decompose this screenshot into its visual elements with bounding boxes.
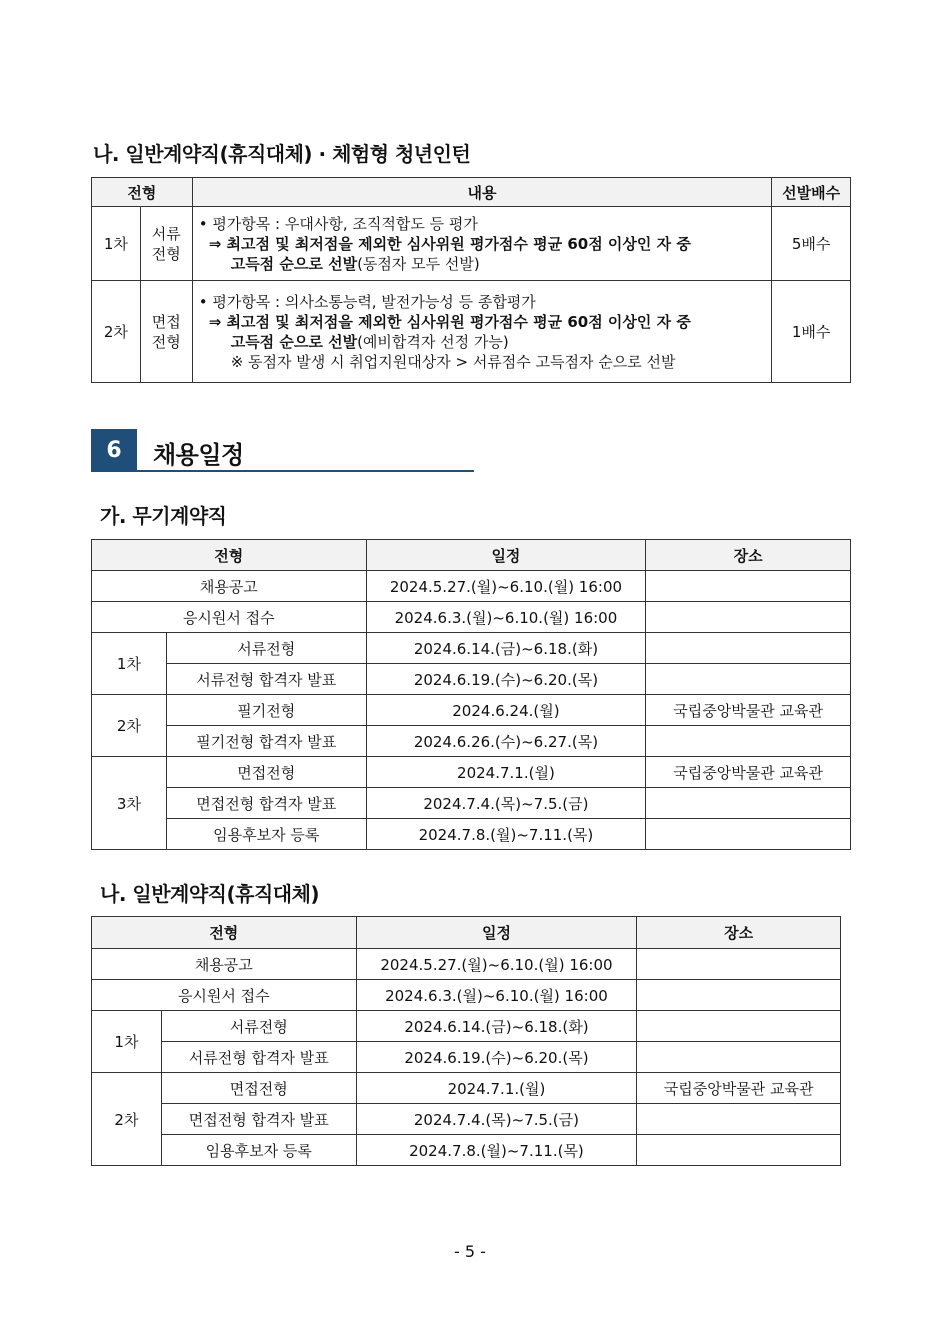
table-row: [92, 788, 851, 819]
selection-criteria-table: [91, 177, 851, 383]
date-cell: 2024.6.24.(월): [366, 695, 646, 726]
section-title: 채용일정: [153, 441, 244, 469]
permanent-schedule-table: [91, 539, 851, 850]
header-type: 전형: [92, 178, 193, 207]
type-cell: 서류전형: [166, 633, 366, 664]
date-cell: 2024.7.4.(목)~7.5.(금): [366, 788, 646, 819]
page-number: - 5 -: [454, 1242, 486, 1261]
bullet-text: • 평가항목 : 우대사항, 조직적합도 등 평가: [198, 214, 478, 233]
section-underline: [91, 470, 474, 472]
type-cell: 채용공고: [92, 571, 367, 602]
stage-cell: 1차: [92, 207, 141, 281]
header-date: 일정: [366, 540, 646, 571]
place-cell: [637, 1104, 841, 1135]
date-cell: 2024.6.14.(금)~6.18.(화): [366, 633, 646, 664]
date-cell: 2024.5.27.(월)~6.10.(월) 16:00: [356, 949, 637, 980]
temporary-schedule-table: [91, 916, 841, 1166]
place-cell: 국립중앙박물관 교육관: [646, 757, 851, 788]
bullet-text: • 평가항목 : 의사소통능력, 발전가능성 등 종합평가: [198, 292, 536, 311]
type-cell: 응시원서 접수: [92, 980, 357, 1011]
date-cell: 2024.7.8.(월)~7.11.(목): [366, 819, 646, 850]
arrow-text-bold: 고득점 순으로 선발: [230, 332, 358, 351]
type-cell: 필기전형 합격자 발표: [166, 726, 366, 757]
type-line: 서류: [151, 224, 181, 243]
date-cell: 2024.5.27.(월)~6.10.(월) 16:00: [366, 571, 646, 602]
table-row: [92, 1104, 841, 1135]
table-row: [92, 757, 851, 788]
type-cell: 필기전형: [166, 695, 366, 726]
date-cell: 2024.6.3.(월)~6.10.(월) 16:00: [356, 980, 637, 1011]
type-cell: 서류전형: [161, 1011, 356, 1042]
type-cell: 서류전형 합격자 발표: [161, 1042, 356, 1073]
type-cell: 면접전형: [161, 1073, 356, 1104]
header-place: 장소: [646, 540, 851, 571]
place-cell: [637, 1135, 841, 1166]
section-na-top-heading: 나. 일반계약직(휴직대체) · 체험형 청년인턴: [93, 142, 471, 166]
type-cell: 임용후보자 등록: [166, 819, 366, 850]
arrow-text-rest: (예비합격자 선정 가능): [357, 332, 509, 351]
arrow-text-rest: (동점자 모두 선발): [357, 254, 480, 273]
place-cell: [637, 980, 841, 1011]
stage-cell: 2차: [92, 1073, 162, 1166]
content-cell: [192, 281, 772, 383]
place-cell: [637, 949, 841, 980]
place-cell: [646, 664, 851, 695]
arrow-text-bold: 고득점 순으로 선발: [230, 254, 358, 273]
table-row: [92, 281, 851, 383]
section-6-banner: [91, 429, 474, 472]
date-cell: 2024.7.1.(월): [366, 757, 646, 788]
place-cell: [646, 788, 851, 819]
stage-cell: 2차: [92, 281, 141, 383]
note-text: ※ 동점자 발생 시 취업지원대상자 > 서류점수 고득점자 순으로 선발: [230, 352, 676, 371]
date-cell: 2024.6.14.(금)~6.18.(화): [356, 1011, 637, 1042]
place-cell: [646, 633, 851, 664]
place-cell: [646, 571, 851, 602]
date-cell: 2024.6.19.(수)~6.20.(목): [366, 664, 646, 695]
type-cell: [140, 207, 192, 281]
place-cell: 국립중앙박물관 교육관: [637, 1073, 841, 1104]
header-type: 전형: [92, 540, 367, 571]
table-row: [92, 207, 851, 281]
place-cell: [646, 726, 851, 757]
table-row: [92, 602, 851, 633]
type-line: 전형: [151, 332, 181, 351]
header-place: 장소: [637, 917, 841, 949]
date-cell: 2024.7.8.(월)~7.11.(목): [356, 1135, 637, 1166]
place-cell: [637, 1011, 841, 1042]
arrow-text: ⇒ 최고점 및 최저점을 제외한 심사위원 평가점수 평균 60점 이상인 자 중: [208, 312, 691, 331]
place-cell: [637, 1042, 841, 1073]
table-row: [92, 949, 841, 980]
place-cell: [646, 602, 851, 633]
type-cell: 서류전형 합격자 발표: [166, 664, 366, 695]
type-cell: 응시원서 접수: [92, 602, 367, 633]
section-na-bottom-heading: 나. 일반계약직(휴직대체): [100, 882, 320, 906]
table-row: [92, 1135, 841, 1166]
date-cell: 2024.6.19.(수)~6.20.(목): [356, 1042, 637, 1073]
section-number: 6: [91, 429, 137, 472]
type-line: 면접: [151, 312, 181, 331]
table-row: [92, 1011, 841, 1042]
multiple-cell: 1배수: [772, 281, 851, 383]
date-cell: 2024.7.1.(월): [356, 1073, 637, 1104]
header-multiple: 선발배수: [772, 178, 851, 207]
content-cell: [192, 207, 772, 281]
header-date: 일정: [356, 917, 637, 949]
multiple-cell: 5배수: [772, 207, 851, 281]
table-row: [92, 819, 851, 850]
stage-cell: 1차: [92, 1011, 162, 1073]
type-cell: [140, 281, 192, 383]
table-row: [92, 695, 851, 726]
type-cell: 면접전형: [166, 757, 366, 788]
type-cell: 임용후보자 등록: [161, 1135, 356, 1166]
stage-cell: 3차: [92, 757, 167, 850]
stage-cell: 1차: [92, 633, 167, 695]
date-cell: 2024.7.4.(목)~7.5.(금): [356, 1104, 637, 1135]
arrow-text: ⇒ 최고점 및 최저점을 제외한 심사위원 평가점수 평균 60점 이상인 자 중: [208, 234, 691, 253]
type-line: 전형: [151, 244, 181, 263]
table-row: [92, 633, 851, 664]
table-row: [92, 664, 851, 695]
header-content: 내용: [192, 178, 772, 207]
table-row: [92, 1073, 841, 1104]
date-cell: 2024.6.26.(수)~6.27.(목): [366, 726, 646, 757]
type-cell: 면접전형 합격자 발표: [161, 1104, 356, 1135]
place-cell: 국립중앙박물관 교육관: [646, 695, 851, 726]
table-row: [92, 1042, 841, 1073]
type-cell: 채용공고: [92, 949, 357, 980]
stage-cell: 2차: [92, 695, 167, 757]
header-type: 전형: [92, 917, 357, 949]
section-ga-heading: 가. 무기계약직: [100, 504, 227, 528]
table-row: [92, 980, 841, 1011]
place-cell: [646, 819, 851, 850]
table-row: [92, 571, 851, 602]
date-cell: 2024.6.3.(월)~6.10.(월) 16:00: [366, 602, 646, 633]
type-cell: 면접전형 합격자 발표: [166, 788, 366, 819]
table-row: [92, 726, 851, 757]
